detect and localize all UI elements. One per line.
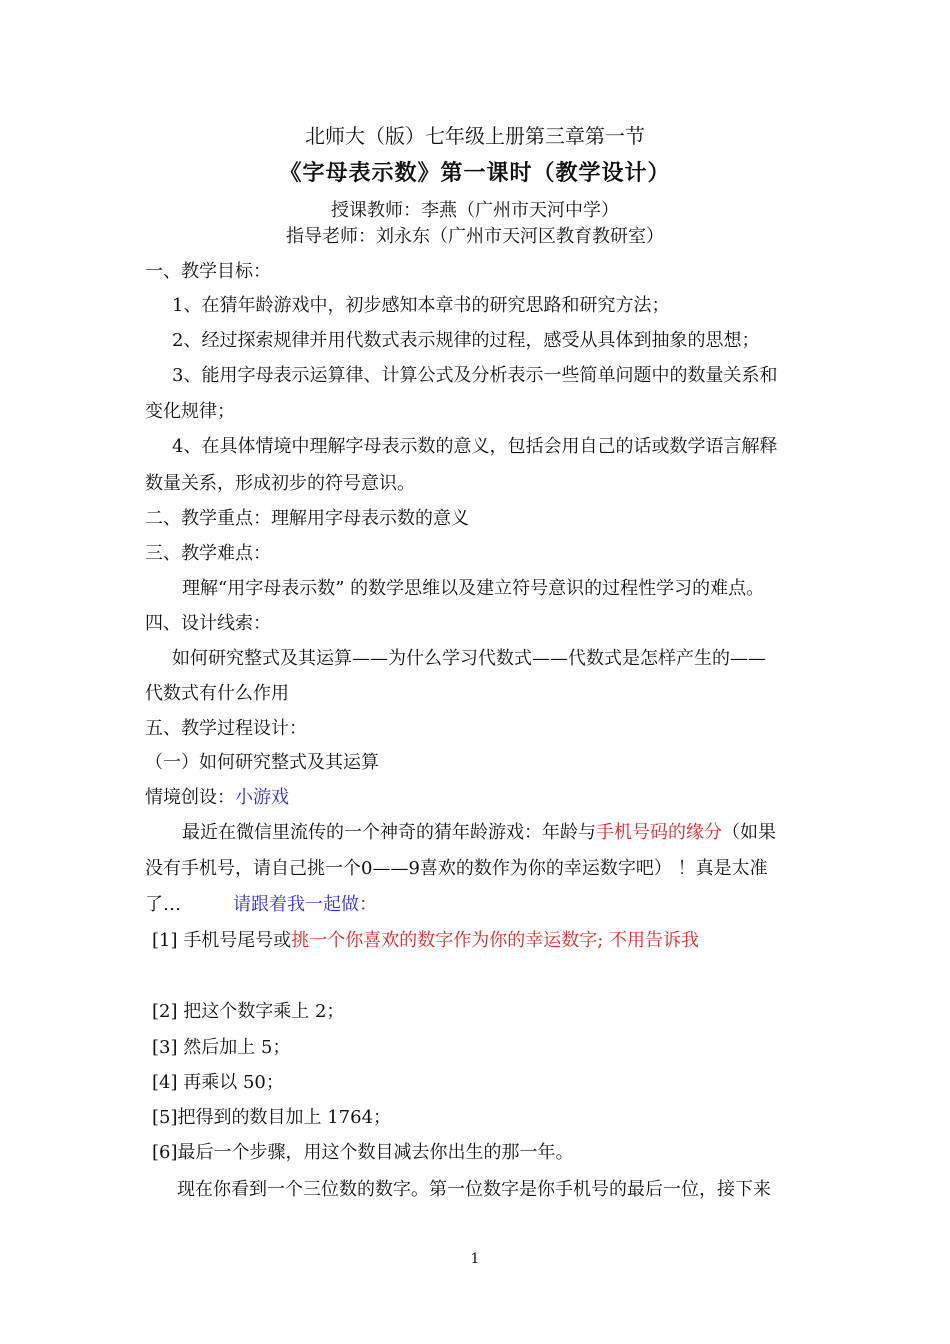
- design-clue-line1: 如何研究整式及其运算——为什么学习代数式——代数式是怎样产生的——: [172, 648, 766, 669]
- step-1-highlight: 挑一个你喜欢的数字作为你的幸运数字; 不用告诉我: [291, 930, 700, 951]
- situation-line: [145, 786, 289, 810]
- objective-1: 1、在猜年龄游戏中，初步感知本章书的研究思路和研究方法；: [172, 295, 670, 316]
- game-text-a: 最近在微信里流传的一个神奇的猜年龄游戏：年龄与: [182, 822, 596, 843]
- advisor-line: 指导老师：刘永东（广州市天河区教育教研室）: [286, 226, 664, 247]
- step-3: [3] 然后加上 5；: [152, 1037, 291, 1058]
- step-2: [2] 把这个数字乘上 2；: [152, 1001, 345, 1022]
- step-1-text: [1] 手机号尾号或: [152, 930, 292, 951]
- situation-value: 小游戏: [235, 787, 289, 808]
- game-paragraph-line3: [145, 893, 377, 917]
- step-1: [152, 929, 699, 953]
- section-difficulties-heading: 三、教学难点：: [145, 543, 271, 564]
- section-process-heading: 五、教学过程设计：: [145, 718, 307, 739]
- series-heading: 北师大（版）七年级上册第三章第一节: [305, 124, 645, 148]
- teacher-line: 授课教师：李燕（广州市天河中学）: [331, 200, 619, 221]
- step-6: [6]最后一个步骤，用这个数目减去你出生的那一年。: [152, 1142, 574, 1163]
- follow-me-text: 请跟着我一起做：: [233, 894, 377, 915]
- result-paragraph: 现在你看到一个三位数的数字。第一位数字是你手机号的最后一位，接下来: [177, 1179, 771, 1200]
- objective-3-line2: 变化规律；: [145, 401, 235, 422]
- page-number: 1: [470, 1251, 480, 1267]
- subsection-1-heading: （一）如何研究整式及其运算: [145, 752, 379, 773]
- game-text-b: （如果: [722, 822, 776, 843]
- step-5: [5]把得到的数目加上 1764；: [152, 1107, 392, 1128]
- difficulty-text: 理解“用字母表示数” 的数学思维以及建立符号意识的过程性学习的难点。: [182, 578, 765, 599]
- design-clue-line2: 代数式有什么作用: [145, 683, 289, 704]
- objective-4-line1: 4、在具体情境中理解字母表示数的意义，包括会用自己的话或数学语言解释: [172, 436, 778, 457]
- objective-4-line2: 数量关系，形成初步的符号意识。: [145, 473, 415, 494]
- game-highlight: 手机号码的缘分: [596, 822, 722, 843]
- game-text-c: 了…: [145, 894, 181, 915]
- game-paragraph-line1: [182, 821, 776, 845]
- document-title: 《字母表示数》第一课时（教学设计）: [279, 160, 671, 186]
- section-design-clue-heading: 四、设计线索：: [145, 613, 271, 634]
- objective-3-line1: 3、能用字母表示运算律、计算公式及分析表示一些简单问题中的数量关系和: [172, 365, 778, 386]
- objective-2: 2、经过探索规律并用代数式表示规律的过程，感受从具体到抽象的思想；: [172, 330, 760, 351]
- situation-label: 情境创设：: [145, 787, 235, 808]
- section-objectives-heading: 一、教学目标：: [145, 261, 271, 282]
- step-4: [4] 再乘以 50；: [152, 1072, 284, 1093]
- section-key-points: 二、教学重点：理解用字母表示数的意义: [145, 508, 469, 529]
- game-paragraph-line2: 没有手机号，请自己挑一个0——9喜欢的数作为你的幸运数字吧） ！真是太准: [145, 858, 768, 879]
